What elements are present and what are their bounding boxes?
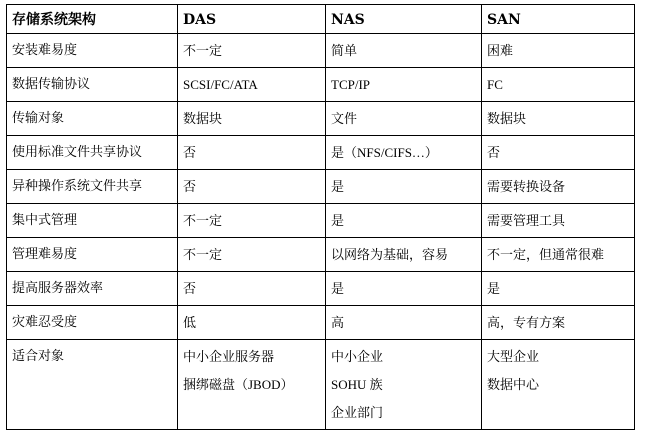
cell-das bbox=[178, 102, 326, 136]
table-row bbox=[7, 272, 635, 306]
header-row bbox=[7, 5, 635, 34]
cell-nas-line: 中小企业 bbox=[331, 349, 384, 364]
cell-san-line: 困难 bbox=[487, 43, 514, 58]
cell-san-line: 数据块 bbox=[487, 111, 527, 126]
cell-nas-line: 以网络为基础，容易 bbox=[331, 247, 449, 262]
storage-comparison-table bbox=[6, 4, 635, 430]
cell-san bbox=[482, 102, 635, 136]
table-row bbox=[7, 306, 635, 340]
cell-san bbox=[482, 170, 635, 204]
row-label: 适合对象 bbox=[7, 340, 178, 430]
table-row bbox=[7, 170, 635, 204]
cell-das-line: 不一定 bbox=[183, 213, 223, 228]
cell-das-line: 中小企业服务器 bbox=[183, 349, 275, 364]
row-label: 异种操作系统文件共享 bbox=[7, 170, 178, 204]
cell-nas bbox=[326, 102, 482, 136]
cell-nas-line: 是 bbox=[331, 281, 345, 296]
cell-nas-line: 是（NFS/CIFS…） bbox=[331, 145, 438, 160]
cell-san bbox=[482, 272, 635, 306]
cell-san-line: 需要转换设备 bbox=[487, 179, 566, 194]
cell-san bbox=[482, 340, 635, 430]
cell-nas-line: 高 bbox=[331, 315, 345, 330]
header-architecture: 存储系统架构 bbox=[7, 5, 178, 34]
cell-san bbox=[482, 34, 635, 68]
cell-das-line: 否 bbox=[183, 145, 197, 160]
cell-nas-line: TCP/IP bbox=[331, 77, 371, 92]
header-nas: NAS bbox=[326, 5, 482, 34]
cell-nas bbox=[326, 68, 482, 102]
cell-das-line: 捆绑磁盘（JBOD） bbox=[183, 377, 294, 392]
cell-das bbox=[178, 238, 326, 272]
cell-das bbox=[178, 340, 326, 430]
row-label: 灾难忍受度 bbox=[7, 306, 178, 340]
cell-san-line: 是 bbox=[487, 281, 501, 296]
cell-das bbox=[178, 306, 326, 340]
cell-san-line: 大型企业 bbox=[487, 349, 540, 364]
header-das: DAS bbox=[178, 5, 326, 34]
cell-nas bbox=[326, 340, 482, 430]
cell-san-line: 否 bbox=[487, 145, 501, 160]
cell-das bbox=[178, 34, 326, 68]
cell-san-line: 数据中心 bbox=[487, 377, 540, 392]
row-label: 集中式管理 bbox=[7, 204, 178, 238]
cell-nas-line: 简单 bbox=[331, 43, 358, 58]
table-row bbox=[7, 204, 635, 238]
row-label: 提高服务器效率 bbox=[7, 272, 178, 306]
cell-san bbox=[482, 68, 635, 102]
cell-nas-line: SOHU 族 bbox=[331, 377, 383, 392]
cell-nas-line: 是 bbox=[331, 179, 345, 194]
cell-nas bbox=[326, 238, 482, 272]
table-body bbox=[7, 34, 635, 430]
cell-das-line: 数据块 bbox=[183, 111, 223, 126]
cell-san bbox=[482, 238, 635, 272]
header-san: SAN bbox=[482, 5, 635, 34]
cell-san-line: 不一定，但通常很难 bbox=[487, 247, 605, 262]
cell-nas bbox=[326, 272, 482, 306]
cell-das-line: SCSI/FC/ATA bbox=[183, 77, 258, 92]
cell-das-line: 否 bbox=[183, 281, 197, 296]
table-row bbox=[7, 136, 635, 170]
cell-nas bbox=[326, 136, 482, 170]
cell-nas-line: 文件 bbox=[331, 111, 358, 126]
cell-das-line: 否 bbox=[183, 179, 197, 194]
cell-das bbox=[178, 68, 326, 102]
cell-das bbox=[178, 272, 326, 306]
row-label: 数据传输协议 bbox=[7, 68, 178, 102]
cell-san-line: 需要管理工具 bbox=[487, 213, 566, 228]
cell-das-line: 低 bbox=[183, 315, 197, 330]
cell-nas bbox=[326, 34, 482, 68]
cell-nas bbox=[326, 170, 482, 204]
row-label: 使用标准文件共享协议 bbox=[7, 136, 178, 170]
row-label: 传输对象 bbox=[7, 102, 178, 136]
cell-san-line: 高，专有方案 bbox=[487, 315, 566, 330]
cell-san bbox=[482, 204, 635, 238]
table-row bbox=[7, 238, 635, 272]
row-label: 安装难易度 bbox=[7, 34, 178, 68]
cell-nas-line: 企业部门 bbox=[331, 405, 384, 420]
cell-das bbox=[178, 204, 326, 238]
table-row bbox=[7, 68, 635, 102]
cell-nas-line: 是 bbox=[331, 213, 345, 228]
table-row bbox=[7, 34, 635, 68]
cell-nas bbox=[326, 204, 482, 238]
cell-san-line: FC bbox=[487, 77, 503, 92]
cell-nas bbox=[326, 306, 482, 340]
cell-das-line: 不一定 bbox=[183, 247, 223, 262]
table-row bbox=[7, 340, 635, 430]
cell-san bbox=[482, 306, 635, 340]
row-label: 管理难易度 bbox=[7, 238, 178, 272]
cell-san bbox=[482, 136, 635, 170]
cell-das bbox=[178, 170, 326, 204]
cell-das bbox=[178, 136, 326, 170]
table-row bbox=[7, 102, 635, 136]
cell-das-line: 不一定 bbox=[183, 43, 223, 58]
